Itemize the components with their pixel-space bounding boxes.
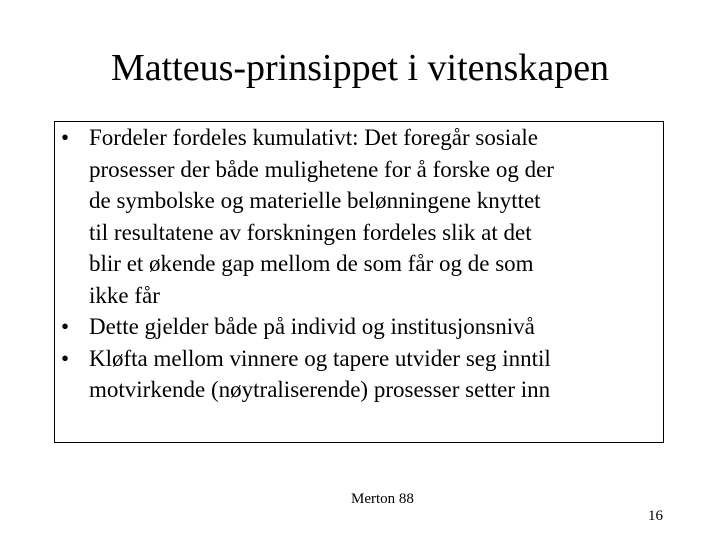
bullet-line: de symbolske og materielle belønningene knyttet	[89, 188, 541, 213]
bullet-line: Dette gjelder både på individ og institusjonsnivå	[89, 314, 535, 339]
bullet-line: Kløfta mellom vinnere og tapere utvider seg inntil	[89, 345, 551, 371]
bullet-line: til resultatene av forskningen fordeles slik at det	[89, 219, 532, 245]
bullet-item	[61, 122, 661, 311]
page-number: 16	[648, 508, 663, 524]
slide-title: Matteus-prinsippet i vitenskapen	[110, 47, 610, 89]
bullet-item	[61, 311, 661, 343]
bullet-item	[61, 343, 661, 406]
bullet-line: ikke får	[89, 282, 160, 308]
bullet-marker: •	[61, 125, 70, 150]
bullet-line: motvirkende (nøytraliserende) prosesser setter inn	[89, 377, 551, 402]
bullet-marker: •	[61, 345, 70, 371]
bullet-line: blir et økende gap mellom de som får og de som	[89, 251, 534, 276]
bullet-marker: •	[61, 314, 70, 339]
bullet-line: Fordeler fordeles kumulativt: Det foregår sosiale	[89, 125, 538, 150]
bullet-list	[61, 122, 661, 406]
content-box	[54, 121, 664, 443]
bullet-line: prosesser der både mulighetene for å forske og der	[89, 156, 554, 182]
footer-text: Merton 88	[351, 491, 414, 507]
